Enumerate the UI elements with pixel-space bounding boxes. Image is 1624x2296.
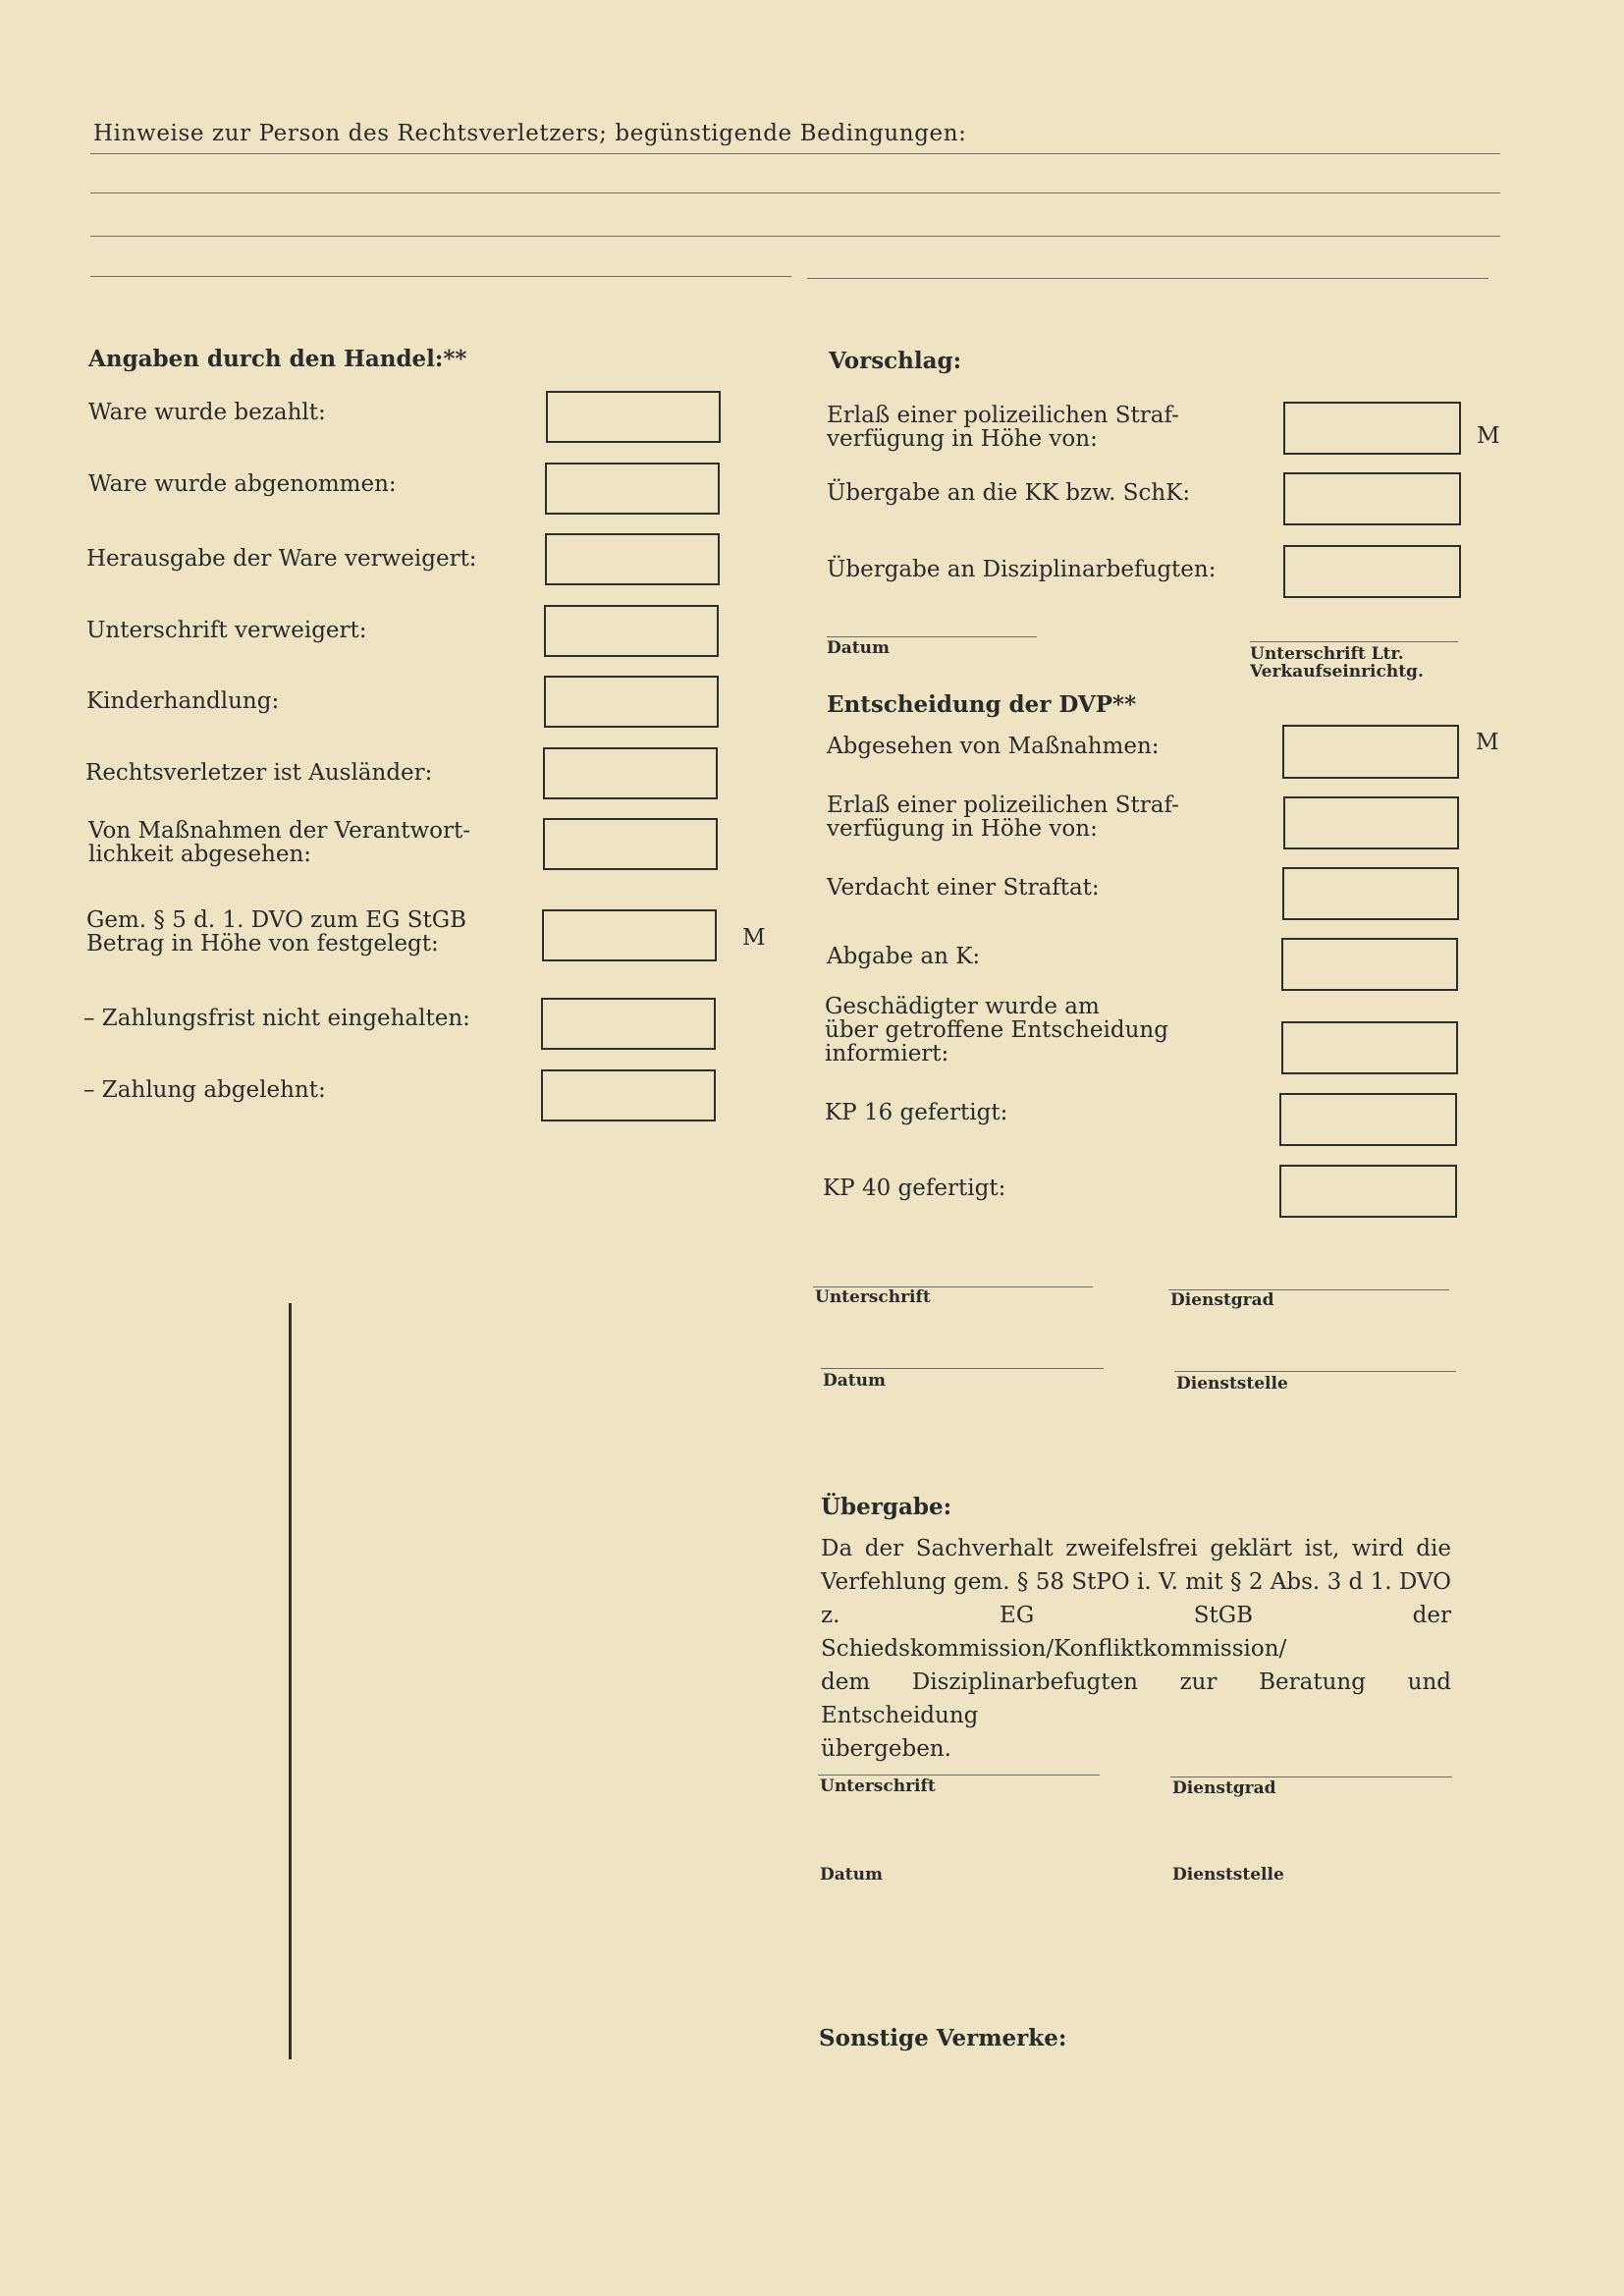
dvp-heading: Entscheidung der DVP** (827, 691, 1137, 718)
vorschlag-box-erlass[interactable] (1283, 402, 1461, 455)
dvp-label-kp16: KP 16 gefertigt: (825, 1100, 1008, 1125)
dvp-box-kp16[interactable] (1279, 1093, 1457, 1146)
dvp-box-verdacht[interactable] (1282, 867, 1459, 920)
uebergabe-unterschrift-line[interactable] (818, 1775, 1100, 1776)
handel-label-gem-1: Gem. § 5 d. 1. DVO zum EG StGB (86, 907, 466, 933)
handel-label-herausgabe: Herausgabe der Ware verweigert: (86, 546, 477, 572)
handel-box-auslaender[interactable] (543, 747, 718, 799)
hinweise-line-4b[interactable] (807, 278, 1489, 279)
uebergabe-dienststelle-label: Dienststelle (1172, 1865, 1284, 1885)
dvp-box-abgesehen[interactable] (1282, 725, 1459, 779)
dvp-datum-line[interactable] (821, 1368, 1104, 1369)
dvp-geschaedigter-2: über getroffene Entscheidung (825, 1017, 1168, 1043)
vorschlag-unterschrift-2: Verkaufseinrichtg. (1250, 662, 1424, 682)
vorschlag-unterschrift-1: Unterschrift Ltr. (1250, 644, 1404, 664)
dvp-geschaedigter-1: Geschädigter wurde am (825, 994, 1100, 1019)
dvp-box-kp40[interactable] (1279, 1165, 1457, 1218)
dvp-geschaedigter-3: informiert: (825, 1041, 949, 1066)
dvp-dienststelle-line[interactable] (1174, 1371, 1456, 1372)
hinweise-label: Hinweise zur Person des Rechtsverletzers; begünstigende Bedingungen: (93, 121, 967, 146)
hinweise-line-1[interactable] (90, 153, 1500, 154)
handel-box-herausgabe[interactable] (545, 533, 720, 585)
dvp-currency-m: M (1476, 730, 1499, 755)
dvp-box-geschaedigter[interactable] (1281, 1021, 1458, 1074)
vorschlag-currency-m: M (1477, 423, 1500, 449)
vorschlag-label-disziplinar: Übergabe an Disziplinarbefugten: (827, 557, 1217, 582)
handel-label-abgenommen: Ware wurde abgenommen: (88, 471, 397, 497)
dvp-datum-label: Datum (823, 1371, 886, 1391)
handel-label-abgelehnt: – Zahlung abgelehnt: (83, 1077, 326, 1103)
handel-label-frist: – Zahlungsfrist nicht eingehalten: (83, 1006, 470, 1031)
handel-label-unterschrift: Unterschrift verweigert: (86, 618, 367, 643)
hinweise-line-2[interactable] (90, 192, 1500, 193)
handel-box-gem-betrag[interactable] (542, 909, 717, 961)
dvp-erlass-1: Erlaß einer polizeilichen Straf- (827, 793, 1179, 818)
hinweise-line-3[interactable] (90, 236, 1500, 237)
vorschlag-erlass-2: verfügung in Höhe von: (827, 426, 1098, 452)
uebergabe-text (821, 1532, 1451, 1766)
uebergabe-line-1: Da der Sachverhalt zweifelsfrei geklärt ist, wird die (821, 1536, 1451, 1561)
handel-currency-m: M (742, 925, 766, 951)
uebergabe-line-2: Verfehlung gem. § 58 StPO i. V. mit § 2 Abs. 3 d 1. DVO (821, 1569, 1451, 1595)
vorschlag-box-kk[interactable] (1283, 472, 1461, 525)
dvp-label-abgesehen: Abgesehen von Maßnahmen: (827, 734, 1160, 759)
vorschlag-label-kk: Übergabe an die KK bzw. SchK: (827, 480, 1191, 506)
dvp-erlass-2: verfügung in Höhe von: (827, 816, 1098, 842)
dvp-unterschrift-label: Unterschrift (815, 1287, 931, 1307)
handel-label-kinderhandlung: Kinderhandlung: (86, 688, 280, 714)
handel-label-auslaender: Rechtsverletzer ist Ausländer: (85, 760, 433, 786)
handel-label-massnahmen-2: lichkeit abgesehen: (88, 842, 312, 867)
uebergabe-line-3: z. EG StGB der Schiedskommission/Konfliktkommission/ (821, 1603, 1451, 1662)
dvp-box-abgabe[interactable] (1281, 938, 1458, 991)
vorschlag-datum-label: Datum (827, 638, 890, 658)
handel-heading: Angaben durch den Handel:** (88, 346, 467, 372)
vorschlag-datum-line[interactable] (827, 636, 1037, 637)
handel-box-kinderhandlung[interactable] (544, 676, 719, 728)
handel-box-bezahlt[interactable] (546, 391, 721, 443)
handel-box-abgelehnt[interactable] (541, 1069, 716, 1121)
dvp-box-erlass[interactable] (1283, 796, 1459, 849)
dvp-label-abgabe: Abgabe an K: (827, 944, 981, 969)
handel-box-frist[interactable] (541, 998, 716, 1050)
uebergabe-line-5: übergeben. (821, 1736, 951, 1762)
uebergabe-line-4: dem Disziplinarbefugten zur Beratung und Entscheidung (821, 1669, 1451, 1728)
sonstige-heading: Sonstige Vermerke: (819, 2025, 1067, 2051)
dvp-dienstgrad-label: Dienstgrad (1170, 1290, 1274, 1310)
dvp-label-kp40: KP 40 gefertigt: (823, 1175, 1006, 1201)
hinweise-line-4a[interactable] (90, 276, 791, 277)
left-vertical-rule (289, 1303, 292, 2059)
vorschlag-box-disziplinar[interactable] (1283, 545, 1461, 598)
uebergabe-unterschrift-label: Unterschrift (820, 1777, 936, 1796)
dvp-label-verdacht: Verdacht einer Straftat: (827, 875, 1100, 901)
uebergabe-dienstgrad-label: Dienstgrad (1172, 1778, 1276, 1798)
uebergabe-heading: Übergabe: (821, 1494, 952, 1520)
dvp-dienststelle-label: Dienststelle (1176, 1374, 1288, 1394)
vorschlag-unterschrift-line[interactable] (1250, 641, 1458, 642)
handel-box-unterschrift[interactable] (544, 605, 719, 657)
uebergabe-datum-label: Datum (820, 1865, 883, 1885)
handel-box-abgenommen[interactable] (545, 463, 720, 515)
handel-label-gem-2: Betrag in Höhe von festgelegt: (86, 931, 439, 957)
handel-label-massnahmen-1: Von Maßnahmen der Verantwort- (88, 818, 471, 844)
handel-box-massnahmen[interactable] (543, 818, 718, 870)
vorschlag-heading: Vorschlag: (829, 348, 962, 374)
handel-label-bezahlt: Ware wurde bezahlt: (88, 400, 326, 425)
vorschlag-erlass-1: Erlaß einer polizeilichen Straf- (827, 403, 1179, 428)
